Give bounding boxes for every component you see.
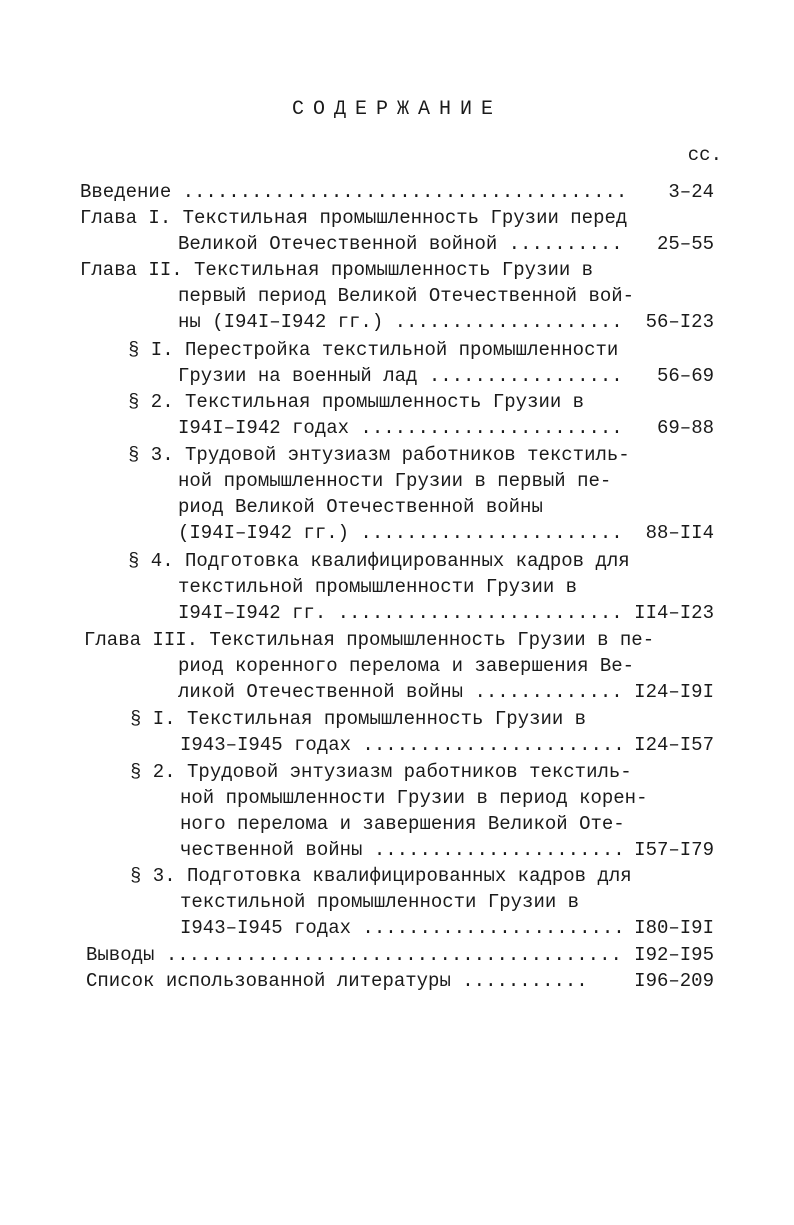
toc-page-bibliography: I96–209 <box>634 970 714 992</box>
toc-page-intro: 3–24 <box>668 181 714 203</box>
toc-page-conclusions: I92–I95 <box>634 944 714 966</box>
toc-chapter-2-line-3: ны (I94I–I942 гг.) .................... <box>178 311 623 333</box>
toc-section-2-3-line-4: (I94I–I942 гг.) ....................... <box>178 522 623 544</box>
toc-page-section-2-1: 56–69 <box>656 365 714 387</box>
toc-section-2-4-line-2: текстильной промышленности Грузии в <box>178 576 578 598</box>
toc-page-section-2-2: 69–88 <box>656 417 714 439</box>
toc-chapter-2-line-2: первый период Великой Отечественной вой- <box>178 285 635 307</box>
toc-section-3-2-line-1: § 2. Трудовой энтузиазм работников текстиль- <box>130 761 632 783</box>
toc-page-section-3-1: I24–I57 <box>634 734 714 756</box>
toc-chapter-1-line-2: Великой Отечественной войной .......... <box>178 233 623 255</box>
toc-section-3-2-line-4: чественной войны ...................... <box>180 839 625 861</box>
page-title: СОДЕРЖАНИЕ <box>291 98 503 121</box>
toc-entry-conclusions: Выводы ........................................ <box>86 944 622 966</box>
toc-chapter-3-line-2: риод коренного перелома и завершения Ве- <box>178 655 635 677</box>
toc-section-2-2-line-1: § 2. Текстильная промышленность Грузии в <box>128 391 585 413</box>
toc-section-2-4-line-3: I94I–I942 гг. ......................... <box>178 602 623 624</box>
toc-section-3-3-line-3: I943–I945 годах ....................... <box>180 917 625 939</box>
toc-page-section-2-3: 88–II4 <box>645 522 714 544</box>
toc-section-3-2-line-2: ной промышленности Грузии в период корен- <box>180 787 648 809</box>
toc-chapter-1-line-1: Глава I. Текстильная промышленность Грузии перед <box>80 207 628 229</box>
toc-section-2-1-line-1: § I. Перестройка текстильной промышленности <box>128 339 619 361</box>
toc-page-chapter-2: 56–I23 <box>645 311 714 333</box>
toc-page-chapter-3: I24–I9I <box>634 681 714 703</box>
toc-section-3-1-line-1: § I. Текстильная промышленность Грузии в <box>130 708 587 730</box>
toc-page-section-2-4: II4–I23 <box>634 602 714 624</box>
toc-section-3-2-line-3: ного перелома и завершения Великой Оте- <box>180 813 625 835</box>
toc-chapter-2-line-1: Глава II. Текстильная промышленность Грузии в <box>80 259 594 281</box>
toc-section-2-3-line-2: ной промышленности Грузии в первый пе- <box>178 470 612 492</box>
toc-entry-bibliography: Список использованной литературы ........... <box>86 970 588 992</box>
toc-section-3-3-line-2: текстильной промышленности Грузии в <box>180 891 580 913</box>
toc-section-3-3-line-1: § 3. Подготовка квалифицированных кадров для <box>130 865 632 887</box>
toc-section-3-1-line-2: I943–I945 годах ....................... <box>180 734 625 756</box>
toc-section-2-2-line-2: I94I–I942 годах ....................... <box>178 417 623 439</box>
toc-chapter-3-line-1: Глава III. Текстильная промышленность Грузии в пе- <box>84 629 655 651</box>
toc-section-2-3-line-3: риод Великой Отечественной войны <box>178 496 543 518</box>
toc-entry-intro: Введение ....................................... <box>80 181 628 203</box>
toc-section-2-4-line-1: § 4. Подготовка квалифицированных кадров для <box>128 550 630 572</box>
toc-page-chapter-1: 25–55 <box>656 233 714 255</box>
toc-section-2-1-line-2: Грузии на военный лад ................. <box>178 365 623 387</box>
pages-column-label: сс. <box>687 144 722 166</box>
toc-section-2-3-line-1: § 3. Трудовой энтузиазм работников текстиль- <box>128 444 630 466</box>
toc-chapter-3-line-3: ликой Отечественной войны ............. <box>178 681 623 703</box>
toc-page-section-3-2: I57–I79 <box>634 839 714 861</box>
toc-page-section-3-3: I80–I9I <box>634 917 714 939</box>
